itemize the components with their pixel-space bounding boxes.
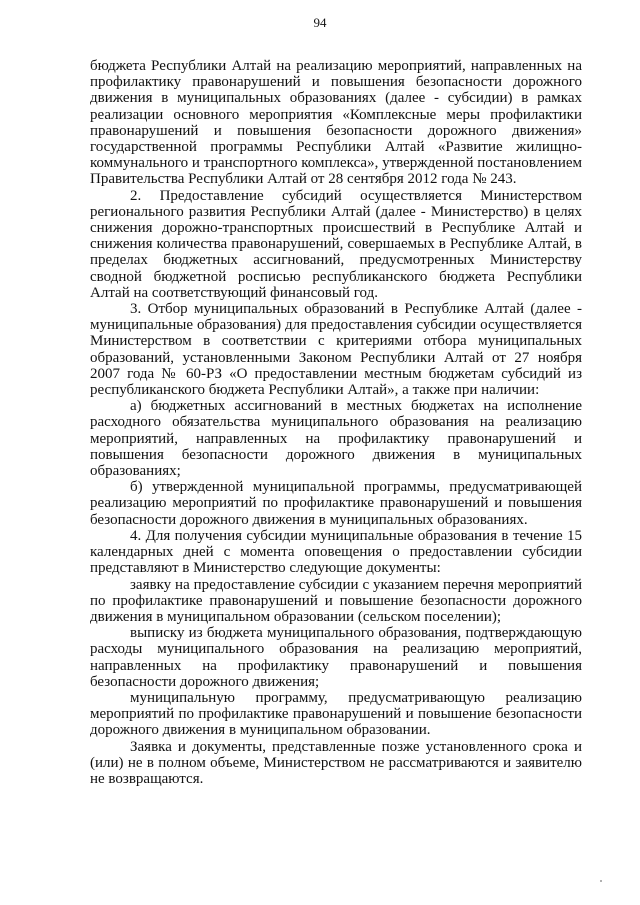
scan-speck [600,880,602,882]
paragraph-subitem-a: а) бюджетных ассигнований в местных бюджетах на исполнение расходного обязательства муниципального образования на реализацию мероприятий, направленных на профилактику правонарушений и повышения безопасности дорожного движения в муниципальных образованиях; [90,398,582,480]
paragraph-document-program: муниципальную программу, предусматривающую реализацию мероприятий по профилактике правонарушений и повышение безопасности дорожного движения в муниципальном образовании. [90,689,582,739]
page-number: 94 [313,15,327,30]
paragraph-continuation: бюджета Республики Алтай на реализацию мероприятий, направленных на профилактику правонарушений и повышения безопасности дорожного движения в муниципальных образованиях (далее - субсидии) в рамках реализации основного мероприятия «Комплексные меры профилактики правонарушений и повышения безопасности дорожного движения» государственной программы Республики Алтай «Развитие жилищно-коммунального и транспортного комплекса», утвержденной постановлением Правительства Республики Алтай от 28 сентября 2012 года № 243. [90,58,582,188]
paragraph-subitem-b: б) утвержденной муниципальной программы, предусматривающей реализацию мероприятий по профилактике правонарушений и повышения безопасности дорожного движения в муниципальных образованиях. [90,479,582,528]
paragraph-item-4: 4. Для получения субсидии муниципальные образования в течение 15 календарных дней с момента оповещения о предоставлении субсидии представляют в Министерство следующие документы: [90,527,582,577]
paragraph-document-application: заявку на предоставление субсидии с указанием перечня мероприятий по профилактике правонарушений и повышение безопасности дорожного движения в муниципальном образовании (сельском поселении); [90,576,582,625]
paragraph-late-submission: Заявка и документы, представленные позже установленного срока и (или) не в полном объеме, Министерством не рассматриваются и заявителю не возвращаются. [90,738,582,787]
paragraph-document-budget-extract: выписку из бюджета муниципального образования, подтверждающую расходы муниципального образования на реализацию мероприятий, направленных на профилактику правонарушений и повышения безопасности дорожного движения; [90,625,582,690]
paragraph-item-3: 3. Отбор муниципальных образований в Республике Алтай (далее - муниципальные образования) для предоставления субсидии осуществляется Министерством в соответствии с критериями отбора муниципальных образований, установленными Законом Республики Алтай от 27 ноября 2007 года № 60-РЗ «О предоставлении местным бюджетам субсидий из республиканского бюджета Республики Алтай», а также при наличии: [90,301,582,399]
body-text [90,58,582,787]
paragraph-item-2: 2. Предоставление субсидий осуществляется Министерством регионального развития Республики Алтай (далее - Министерство) в целях снижения дорожно-транспортных происшествий в Республике Алтай и снижения количества правонарушений, совершаемых в Республике Алтай, в пределах бюджетных ассигнований, предусмотренных Министерству сводной бюджетной росписью республиканского бюджета Республики Алтай на соответствующий финансовый год. [90,187,582,301]
